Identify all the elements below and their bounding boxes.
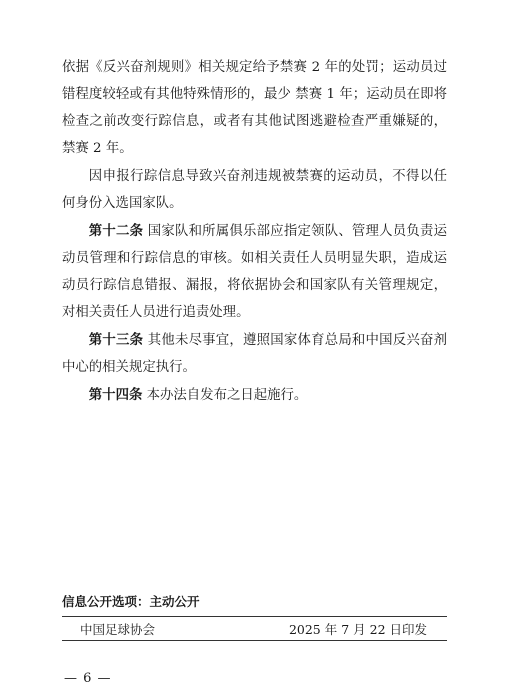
- article-14-text: 本办法自发布之日起施行。: [146, 388, 308, 403]
- article-13: [62, 327, 447, 381]
- document-body: [62, 54, 447, 409]
- paragraph-national-team-ban: [62, 163, 447, 217]
- issuer-name: 中国足球协会: [80, 622, 156, 637]
- footer-rule-top: [62, 616, 447, 617]
- print-date: 2025 年 7 月 22 日印发: [288, 622, 427, 637]
- footer-rule-bottom: [62, 640, 447, 641]
- disclosure-option: 信息公开选项：主动公开: [62, 594, 200, 609]
- article-14-label: 第十四条: [88, 388, 143, 403]
- paragraph-penalty-continuation: [62, 54, 447, 162]
- paragraph-text: 依据《反兴奋剂规则》相关规定给予禁赛 2 年的处罚；运动员过错程度较轻或有其他特殊情形的，最少 禁赛 1 年；运动员在即将检查之前改变行踪信息，或者有其他试图逃避检查严重嫌疑的，禁赛 2 年。: [62, 60, 447, 156]
- article-13-label: 第十三条: [88, 333, 144, 348]
- article-12-label: 第十二条: [88, 224, 144, 239]
- article-14: [62, 382, 447, 409]
- paragraph-text: 因申报行踪信息导致兴奋剂违规被禁赛的运动员，不得以任何身份入选国家队。: [62, 169, 447, 211]
- article-13-text: 其他未尽事宜，遵照国家体育总局和中国反兴奋剂中心的相关规定执行。: [62, 333, 447, 375]
- article-12-text: 国家队和所属俱乐部应指定领队、管理人员负责运动员管理和行踪信息的审核。如相关责任人员明显失职，造成运动员行踪信息错报、漏报，将依据协会和国家队有关管理规定，对相关责任人员进行追责处理。: [62, 224, 447, 320]
- page-number: — 6 —: [64, 671, 112, 686]
- article-12: [62, 218, 447, 326]
